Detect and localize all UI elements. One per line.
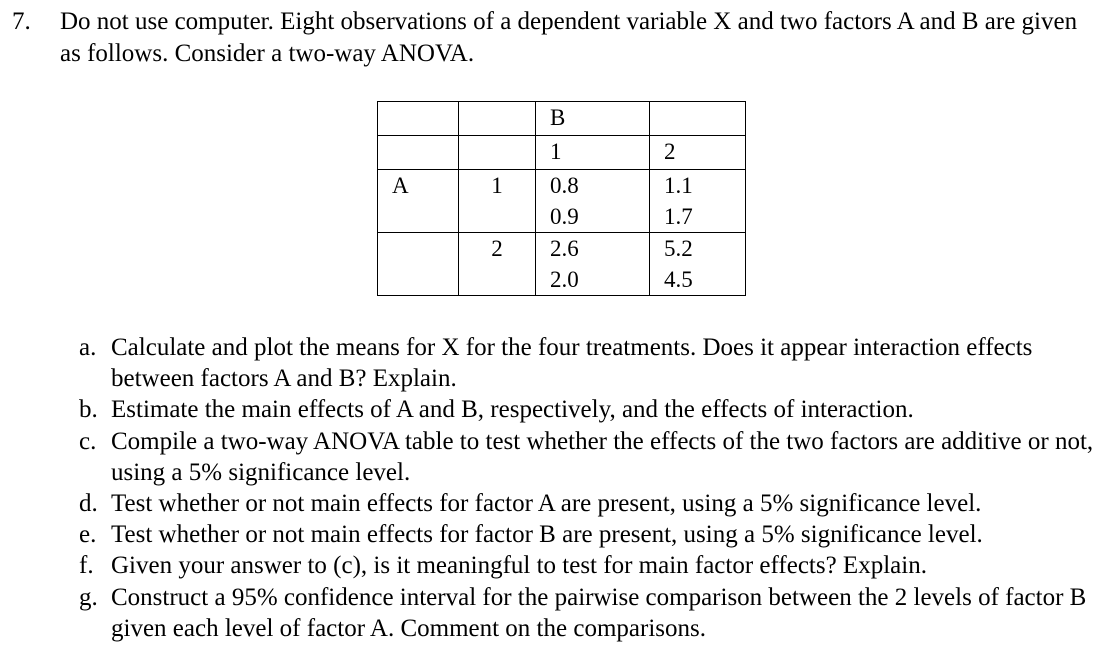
table-row-b-levels bbox=[378, 136, 746, 170]
table-cell-empty bbox=[459, 136, 536, 170]
observation-value: 2.0 bbox=[550, 267, 579, 292]
problem-7 bbox=[12, 6, 1097, 70]
question-text: Calculate and plot the means for X for the four treatments. Does it appear interaction effects between factors A and B? Explain. bbox=[111, 334, 1033, 393]
cell-a2-b2 bbox=[650, 233, 746, 296]
table-row-a-level-1 bbox=[378, 170, 746, 233]
factor-b-label-cell bbox=[536, 102, 650, 136]
factor-b-label: B bbox=[550, 105, 566, 130]
question-text: Test whether or not main effects for factor A are present, using a 5% significance level. bbox=[111, 490, 982, 518]
factor-a-label: A bbox=[392, 173, 409, 198]
a-level-2: 2 bbox=[491, 236, 503, 261]
a-level-1: 1 bbox=[491, 173, 503, 198]
observation-table bbox=[377, 101, 746, 296]
question-letter: a. bbox=[79, 334, 97, 361]
b-level-2-cell bbox=[650, 136, 746, 170]
question-g bbox=[79, 582, 1099, 644]
question-letter: d. bbox=[79, 490, 98, 518]
a-level-2-cell bbox=[459, 233, 536, 296]
problem-header bbox=[12, 6, 1097, 70]
cell-a2-b1 bbox=[536, 233, 650, 296]
question-e bbox=[79, 519, 1099, 550]
cell-a1-b1 bbox=[536, 170, 650, 233]
observation-value: 1.7 bbox=[664, 204, 693, 229]
question-text: Test whether or not main effects for factor B are present, using a 5% significance level. bbox=[111, 521, 983, 549]
b-level-2: 2 bbox=[664, 139, 676, 164]
cell-a1-b2 bbox=[650, 170, 746, 233]
table-cell-empty bbox=[459, 102, 536, 136]
question-letter: g. bbox=[79, 583, 98, 611]
question-list bbox=[79, 332, 1099, 644]
question-letter: c. bbox=[79, 427, 97, 455]
problem-number: 7. bbox=[12, 8, 31, 35]
question-a bbox=[79, 332, 1099, 394]
a-level-1-cell bbox=[459, 170, 536, 233]
observation-value: 2.6 bbox=[550, 236, 579, 261]
question-text: Given your answer to (c), is it meaningful to test for main factor effects? Explain. bbox=[111, 552, 927, 580]
question-text: Construct a 95% confidence interval for the pairwise comparison between the 2 levels of factor B given each level of factor A. Comment on the comparisons. bbox=[111, 583, 1087, 642]
table-cell-empty bbox=[378, 102, 459, 136]
factor-a-label-cell bbox=[378, 170, 459, 233]
question-letter: f. bbox=[79, 552, 94, 580]
observation-value: 5.2 bbox=[664, 236, 693, 261]
table-cell-empty bbox=[650, 102, 746, 136]
question-c bbox=[79, 426, 1099, 488]
observation-value: 0.8 bbox=[550, 173, 579, 198]
question-f bbox=[79, 550, 1099, 581]
question-letter: b. bbox=[79, 396, 98, 424]
observation-value: 0.9 bbox=[550, 204, 579, 229]
table-cell-empty bbox=[378, 233, 459, 296]
table-row-factor-b-header bbox=[378, 102, 746, 136]
table-cell-empty bbox=[378, 136, 459, 170]
question-letter: e. bbox=[79, 521, 97, 549]
question-text: Estimate the main effects of A and B, respectively, and the effects of interaction. bbox=[111, 396, 914, 424]
observation-value: 1.1 bbox=[664, 173, 693, 198]
table-row-a-level-2 bbox=[378, 233, 746, 296]
problem-statement: Do not use computer. Eight observations of a dependent variable X and two factors A and B are given as follows. Consider a two-way ANOVA. bbox=[60, 8, 1078, 67]
question-text: Compile a two-way ANOVA table to test whether the effects of the two factors are additive or not, using a 5% significance level. bbox=[111, 427, 1094, 486]
question-b bbox=[79, 394, 1099, 425]
question-d bbox=[79, 488, 1099, 519]
observation-value: 4.5 bbox=[664, 267, 693, 292]
b-level-1: 1 bbox=[550, 139, 562, 164]
b-level-1-cell bbox=[536, 136, 650, 170]
